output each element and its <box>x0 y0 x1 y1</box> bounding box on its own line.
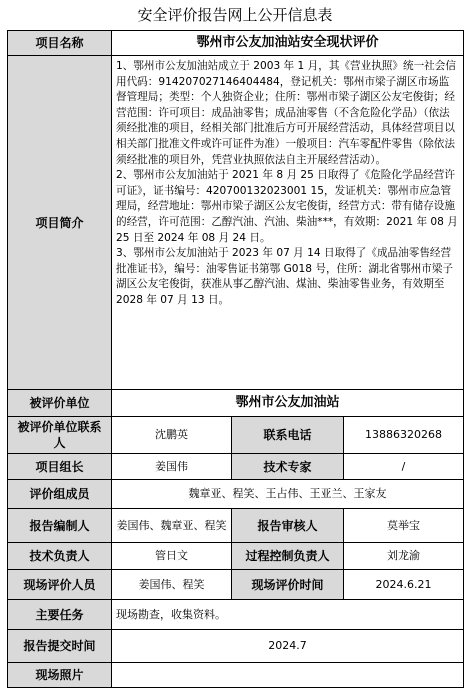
task-label: 主要任务 <box>8 600 112 630</box>
members-label: 评价组成员 <box>8 480 112 509</box>
project-name-label: 项目名称 <box>8 31 112 56</box>
row-leader <box>8 454 464 480</box>
project-intro-label: 项目简介 <box>8 56 112 390</box>
leader-value: 姜国伟 <box>112 454 232 480</box>
row-members <box>8 480 464 509</box>
intro-paragraph-3: 3、鄂州市公友加油站于 2023 年 07 月 14 日取得了《成品油零售经营批准证书》，编号：油零售证书第鄂 G018 号，住所：湖北省鄂州市梁子湖区公友宅俊街，获准从事乙醇汽油、煤油、柴油零售业务，有效期至 2028 年 07 月 13 日。 <box>116 247 454 306</box>
row-project-name <box>8 31 464 56</box>
row-site <box>8 570 464 600</box>
row-task <box>8 600 464 630</box>
evaluated-unit-label: 被评价单位 <box>8 390 112 417</box>
row-tech <box>8 543 464 570</box>
task-value: 现场勘查，收集资料。 <box>112 600 464 630</box>
row-evaluated-unit <box>8 390 464 417</box>
project-name-value: 鄂州市公友加油站安全现状评价 <box>112 31 464 56</box>
phone-label: 联系电话 <box>232 417 344 454</box>
info-table <box>7 30 464 688</box>
site-time-value: 2024.6.21 <box>344 570 464 600</box>
reviewer-value: 莫举宝 <box>344 509 464 543</box>
site-time-label: 现场评价时间 <box>232 570 344 600</box>
row-project-intro <box>8 56 464 390</box>
expert-label: 技术专家 <box>232 454 344 480</box>
page-title: 安全评价报告网上公开信息表 <box>137 6 333 24</box>
intro-paragraph-1: 1、鄂州市公友加油站成立于 2003 年 1 月，其《营业执照》统一社会信用代码：914207027146404484，登记机关：鄂州市梁子湖区市场监督管理局；类型：个人独资企业；住所：鄂州市梁子湖区公友宅俊街；经营范围：许可项目：成品油零售；成品油零售（不含危险化学品）（依法须经批准的项目，经相关部门批准后方可开展经营活动，具体经营项目以相关部门批准文件或许可证件为准）一般项目：汽车零配件零售（除依法须经批准的项目外，凭营业执照依法自主开展经营活动）。 <box>116 60 456 166</box>
reviewer-label: 报告审核人 <box>232 509 344 543</box>
expert-value: / <box>344 454 464 480</box>
process-label: 过程控制负责人 <box>232 543 344 570</box>
evaluated-unit-value: 鄂州市公友加油站 <box>112 390 464 417</box>
photo-value <box>112 663 464 688</box>
row-author <box>8 509 464 543</box>
submit-label: 报告提交时间 <box>8 630 112 663</box>
members-value: 魏章亚、程笑、王占伟、王亚兰、王家友 <box>112 480 464 509</box>
phone-value: 13886320268 <box>344 417 464 454</box>
row-submit <box>8 630 464 663</box>
intro-paragraph-2: 2、鄂州市公友加油站于 2021 年 8 月 25 日取得了《危险化学品经营许可证》，证书编号：420700132023001 15，发证机关：鄂州市应急管理局，经营地址：鄂州市梁子湖区公友宅俊街，经营方式：带有储存设施的经营，许可范围：乙醇汽油、汽油、柴油***，有效期：2021 年 08 月 25 日至 2024 年 08 月 24 日。 <box>116 169 458 244</box>
leader-label: 项目组长 <box>8 454 112 480</box>
author-value: 姜国伟、魏章亚、程笑 <box>112 509 232 543</box>
site-label: 现场评价人员 <box>8 570 112 600</box>
contact-value: 沈鹏英 <box>112 417 232 454</box>
author-label: 报告编制人 <box>8 509 112 543</box>
row-contact <box>8 417 464 454</box>
submit-value: 2024.7 <box>112 630 464 663</box>
project-intro-value <box>112 56 464 390</box>
photo-label: 现场照片 <box>8 663 112 688</box>
tech-value: 管日文 <box>112 543 232 570</box>
row-photo <box>8 663 464 688</box>
tech-label: 技术负责人 <box>8 543 112 570</box>
contact-label: 被评价单位联系人 <box>8 417 112 454</box>
process-value: 刘龙渝 <box>344 543 464 570</box>
site-value: 姜国伟、程笑 <box>112 570 232 600</box>
